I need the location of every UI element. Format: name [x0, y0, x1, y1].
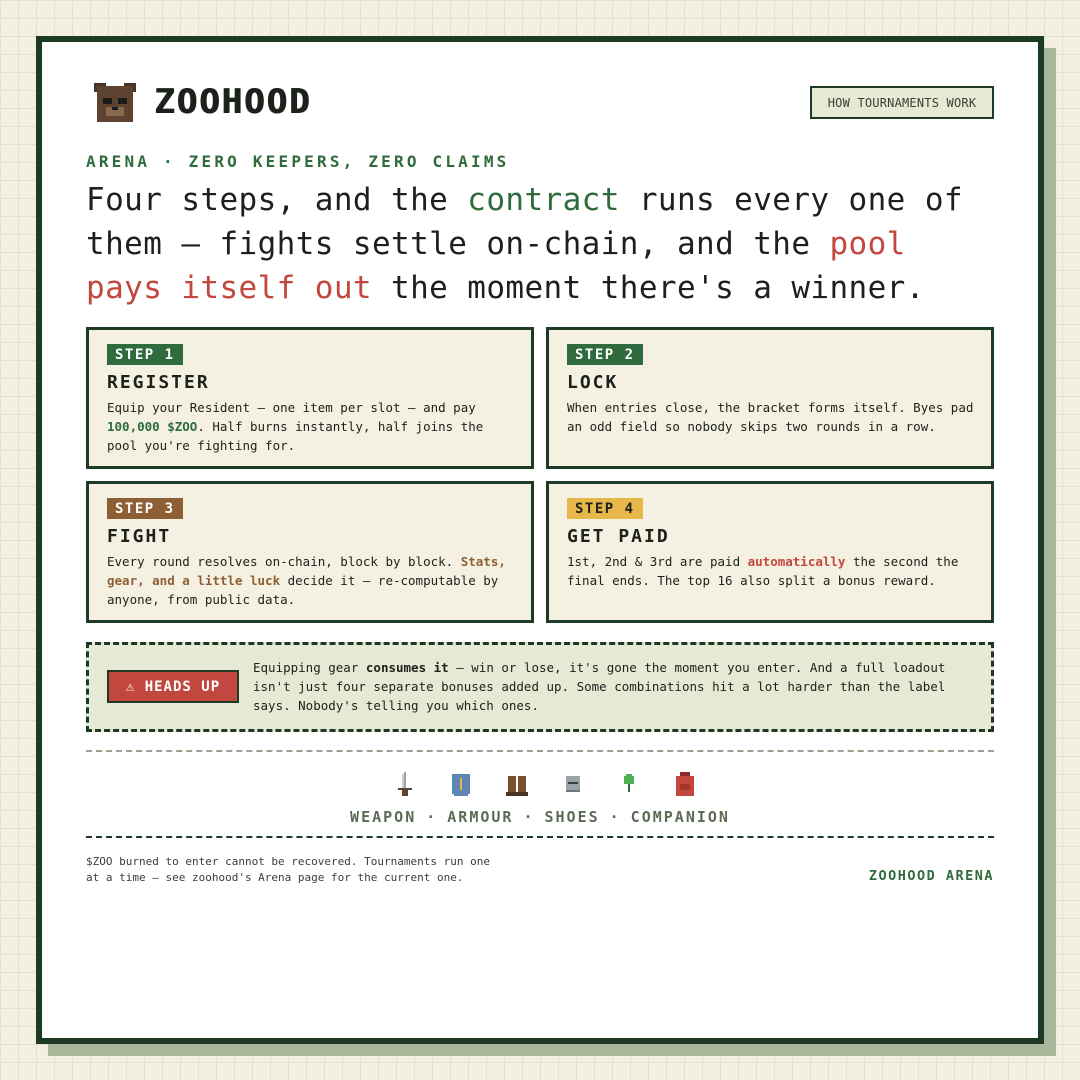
step-badge: STEP 4: [567, 498, 643, 519]
divider: [86, 750, 994, 752]
step-card-fight: [86, 481, 534, 623]
step-body: [567, 398, 979, 436]
step-card-lock: [546, 327, 994, 469]
step-badge: STEP 1: [107, 344, 183, 365]
slot-separator: ·: [426, 808, 438, 826]
boots-icon: [506, 772, 528, 798]
gear-icon-row: [42, 772, 1038, 800]
headline-highlight-pool: pool pays itself out: [86, 226, 906, 306]
slot-separator: ·: [523, 808, 535, 826]
step-highlight: automatically: [747, 554, 846, 569]
step-highlight: 100,000 $ZOO: [107, 419, 198, 434]
footer-note: $ZOO burned to enter cannot be recovered. Tournaments run one at a time — see zoohood's Arena page for the current one.: [86, 855, 490, 884]
step-text: the second the final ends. The top 16 also split a bonus reward.: [567, 554, 959, 588]
step-title: LOCK: [567, 372, 619, 393]
heads-up-text-part: Equipping gear: [253, 660, 366, 675]
heads-up-bold: consumes it: [365, 660, 449, 675]
sword-icon: [394, 772, 416, 798]
slot-armour: ARMOUR: [447, 808, 514, 826]
heads-up-text-part: — win or lose, it's gone the moment you enter. And a full loadout isn't just four separate bonuses added up. Some combinations hit a lot harder than the label says. Nobody's telling you which ones.: [253, 660, 946, 713]
headline-text: the moment there's a winner.: [371, 270, 925, 306]
heads-up-text: [253, 658, 983, 715]
step-text: 1st, 2nd & 3rd are paid: [567, 554, 748, 569]
shield-icon: [450, 772, 472, 798]
slot-companion: COMPANION: [630, 808, 730, 826]
helmet-icon: [562, 772, 584, 798]
eyebrow-label: ARENA · ZERO KEEPERS, ZERO CLAIMS: [86, 152, 510, 171]
headline-text: Four steps, and the: [86, 182, 468, 218]
footer-brand: ZOOHOOD ARENA: [868, 868, 994, 884]
step-highlight: Stats, gear, and a little luck: [107, 554, 506, 588]
step-text: decide it — re-computable by anyone, from public data.: [107, 573, 499, 607]
slot-weapon: WEAPON: [350, 808, 417, 826]
headline-text: runs every one of them — fights settle on-chain, and the: [86, 182, 963, 262]
step-text: Every round resolves on-chain, block by block.: [107, 554, 461, 569]
gear-slots-row: [42, 808, 1038, 826]
divider: [86, 836, 994, 838]
step-title: FIGHT: [107, 526, 172, 547]
step-body: [107, 398, 519, 455]
step-title: REGISTER: [107, 372, 210, 393]
step-body: [567, 552, 979, 590]
info-card: [36, 36, 1044, 1044]
step-text: Equip your Resident — one item per slot — and pay: [107, 400, 476, 415]
step-title: GET PAID: [567, 526, 670, 547]
step-card-register: [86, 327, 534, 469]
how-tournaments-work-button[interactable]: HOW TOURNAMENTS WORK: [810, 86, 994, 119]
step-text: When entries close, the bracket forms itself. Byes pad an odd field so nobody skips two rounds in a row.: [567, 400, 974, 434]
bear-logo-icon: [94, 83, 136, 125]
backpack-icon: [674, 772, 696, 798]
plant-icon: [618, 772, 640, 798]
step-text: . Half burns instantly, half joins the pool you're fighting for.: [107, 419, 484, 453]
heads-up-callout: [86, 642, 994, 732]
step-body: [107, 552, 519, 609]
step-badge: STEP 2: [567, 344, 643, 365]
headline: [86, 178, 986, 310]
headline-highlight-contract: contract: [467, 182, 620, 218]
slot-separator: ·: [609, 808, 621, 826]
logo-wordmark: ZOOHOOD: [154, 82, 312, 122]
heads-up-badge: ⚠ HEADS UP: [107, 670, 239, 703]
step-card-get-paid: [546, 481, 994, 623]
slot-shoes: SHOES: [544, 808, 600, 826]
step-badge: STEP 3: [107, 498, 183, 519]
